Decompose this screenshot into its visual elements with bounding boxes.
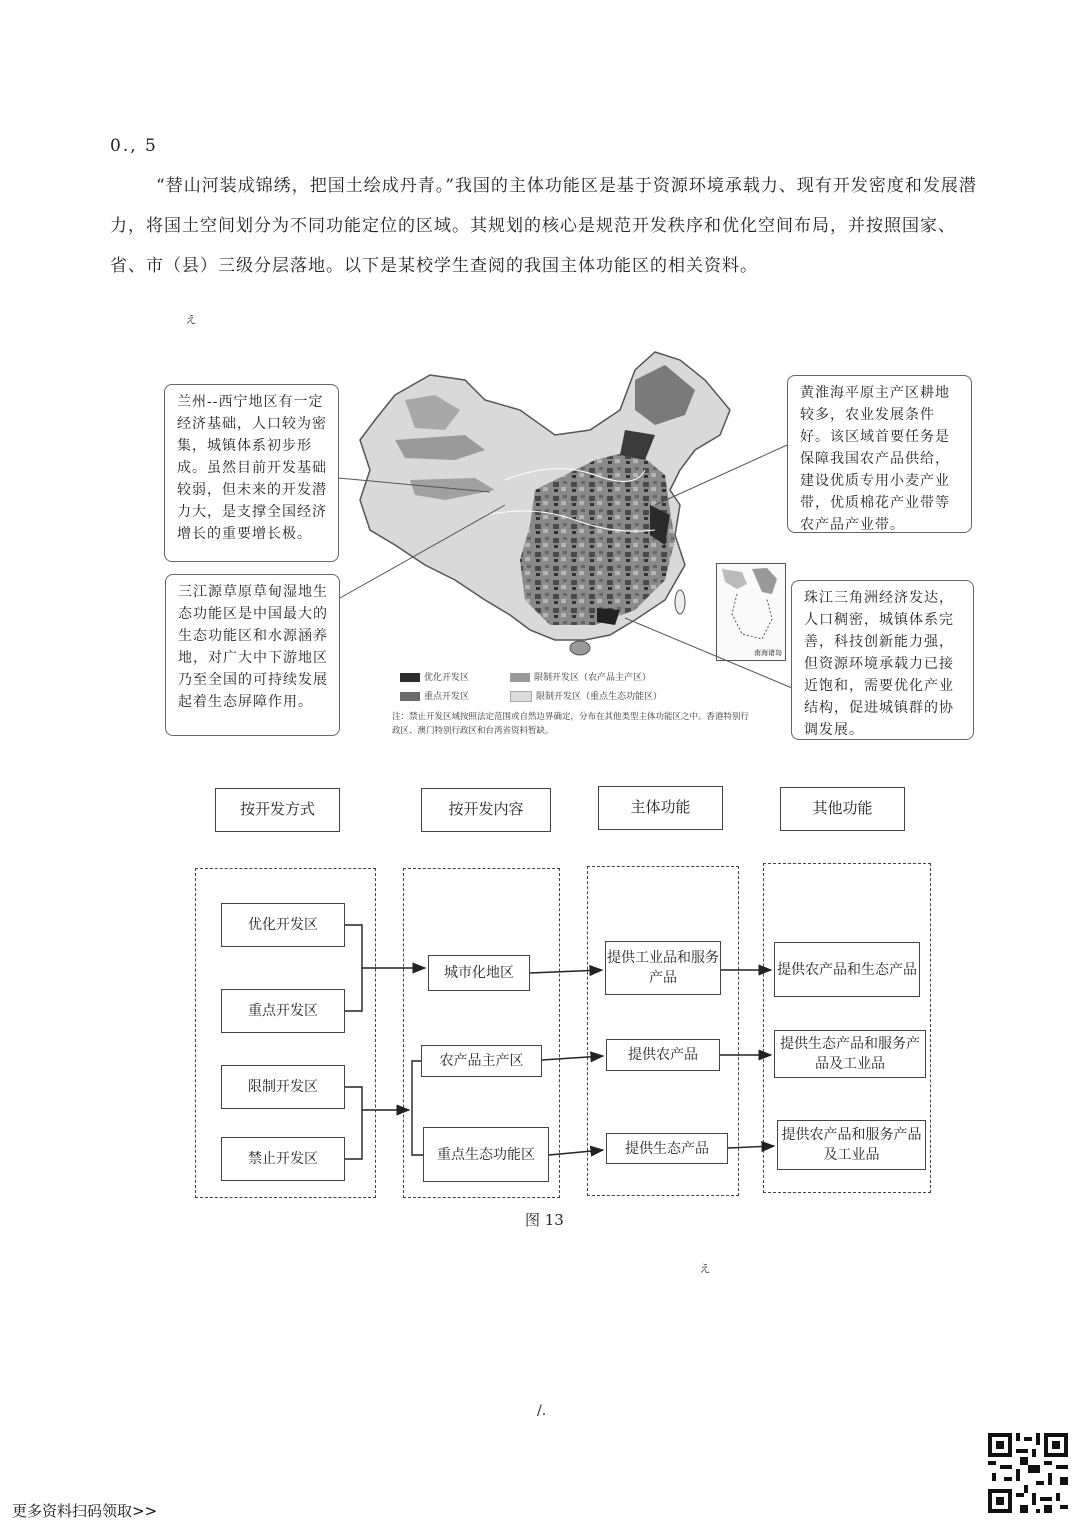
legend-item: 限制开发区（农产品主产区） bbox=[510, 670, 651, 683]
box-prohibited-dev: 禁止开发区 bbox=[221, 1137, 345, 1181]
handwritten-mark: ぇ bbox=[698, 1260, 712, 1276]
header-other-function: 其他功能 bbox=[780, 787, 905, 831]
header-main-function: 主体功能 bbox=[598, 786, 723, 830]
map-note: 注：禁止开发区域按照法定范围或自然边界确定，分布在其他类型主体功能区之中。香港特别行政区、澳门特别行政区和台湾省资料暂缺。 bbox=[392, 712, 750, 736]
box-urbanized: 城市化地区 bbox=[428, 955, 530, 991]
intro-paragraph: “替山河装成锦绣，把国土绘成丹青。”我国的主体功能区是基于资源环境承载力、现有开发密度和发展潜力，将国土空间划分为不同功能定位的区域。其规划的核心是规范开发秩序和优化空间布局，并按照国家、省、市（县）三级分层落地。以下是某校学生查阅的我国主体功能区的相关资料。 bbox=[110, 176, 977, 276]
page-number: /. bbox=[537, 1403, 547, 1419]
box-key-dev: 重点开发区 bbox=[221, 989, 345, 1033]
box-optimized-dev: 优化开发区 bbox=[221, 903, 345, 947]
qr-code[interactable] bbox=[988, 1433, 1068, 1513]
box-other-2: 提供生态产品和服务产品及工业品 bbox=[774, 1030, 926, 1078]
box-eco-products: 提供生态产品 bbox=[606, 1133, 728, 1164]
box-eco-key: 重点生态功能区 bbox=[423, 1127, 549, 1182]
legend-item: 重点开发区 bbox=[400, 689, 510, 702]
box-other-1: 提供农产品和生态产品 bbox=[774, 942, 920, 997]
header-dev-content: 按开发内容 bbox=[421, 788, 551, 832]
inset-label: 南海诸岛 bbox=[754, 649, 782, 657]
handwritten-mark: ぇ bbox=[184, 311, 198, 327]
callout-huanghuaihai: 黄淮海平原主产区耕地较多，农业发展条件好。该区域首要任务是保障我国农产品供给，建设优质专用小麦产业带，优质棉花产业带等农产品产业带。 bbox=[787, 375, 972, 533]
box-restricted-dev: 限制开发区 bbox=[221, 1065, 345, 1109]
legend-item: 限制开发区（重点生态功能区） bbox=[510, 689, 662, 702]
box-industrial-service: 提供工业品和服务产品 bbox=[605, 941, 721, 995]
footer-link[interactable]: 更多资料扫码领取>> bbox=[12, 1502, 158, 1520]
header-dev-method: 按开发方式 bbox=[215, 788, 340, 832]
box-agri-main: 农产品主产区 bbox=[421, 1045, 542, 1077]
callout-lanzhou: 兰州--西宁地区有一定经济基础，人口较为密集，城镇体系初步形成。虽然目前开发基础较弱，但未来的开发潜力大，是支撑全国经济增长的重要增长极。 bbox=[164, 384, 339, 562]
figure-caption: 图 13 bbox=[525, 1211, 564, 1229]
box-agri-products: 提供农产品 bbox=[606, 1039, 720, 1071]
question-number: 0., 5 bbox=[110, 136, 158, 156]
callout-zhujiang: 珠江三角洲经济发达，人口稠密，城镇体系完善，科技创新能力强，但资源环境承载力已接近饱和，需要优化产业结构，促进城镇群的协调发展。 bbox=[791, 580, 974, 740]
box-other-3: 提供农产品和服务产品及工业品 bbox=[777, 1120, 926, 1170]
callout-sanjiangyuan: 三江源草原草甸湿地生态功能区是中国最大的生态功能区和水源涵养地，对广大中下游地区乃至全国的可持续发展起着生态屏障作用。 bbox=[165, 574, 340, 736]
legend-item: 优化开发区 bbox=[400, 670, 510, 683]
